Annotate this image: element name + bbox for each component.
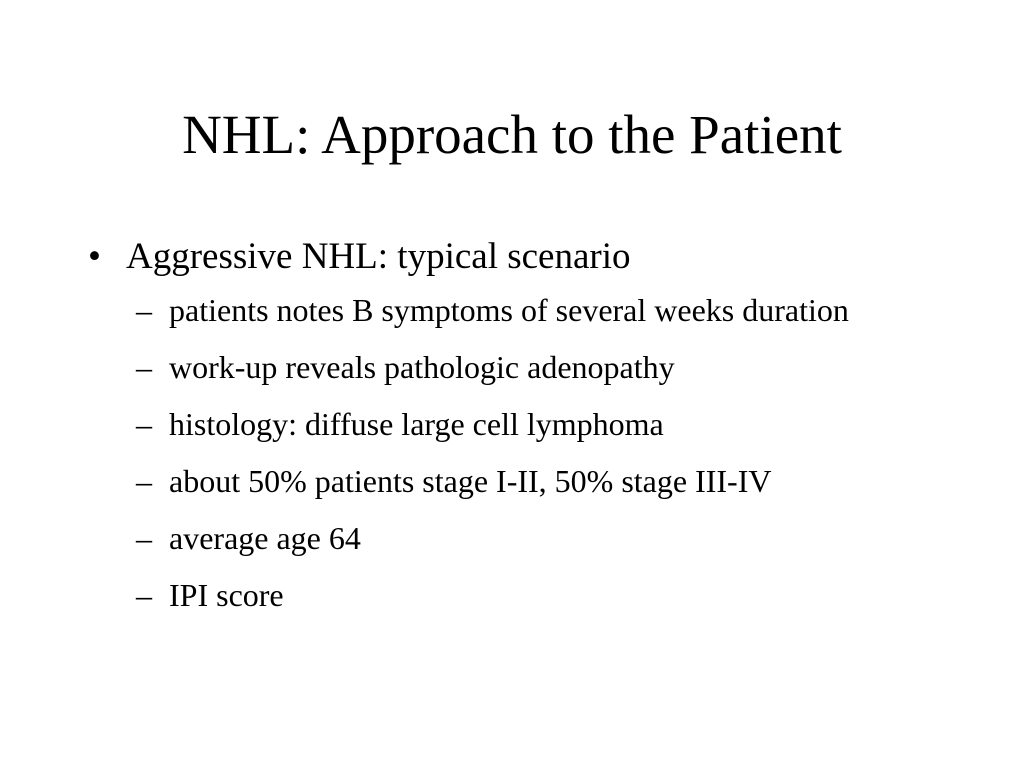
sub-bullet-marker: – (136, 349, 152, 385)
sub-bullet-marker: – (136, 406, 152, 442)
sub-bullet-marker: – (136, 520, 152, 556)
sub-bullet-item (136, 575, 909, 616)
bullet-marker: • (88, 236, 101, 277)
sub-bullet-text: patients notes B symptoms of several weeks duration (169, 292, 849, 328)
sub-bullet-marker: – (136, 463, 152, 499)
sub-bullet-text: about 50% patients stage I-II, 50% stage III-IV (169, 463, 772, 499)
bullet-text: Aggressive NHL: typical scenario (126, 236, 631, 277)
slide-title: NHL: Approach to the Patient (182, 104, 842, 165)
bullet-item (88, 234, 968, 616)
sub-bullet-marker: – (136, 292, 152, 328)
sub-bullet-item (136, 404, 909, 445)
sub-bullet-text: average age 64 (169, 520, 361, 556)
sub-bullet-item (136, 518, 909, 559)
sub-bullet-list (136, 290, 968, 616)
sub-bullet-item (136, 461, 909, 502)
sub-bullet-item (136, 290, 909, 331)
sub-bullet-marker: – (136, 577, 152, 613)
sub-bullet-item (136, 347, 909, 388)
sub-bullet-text: work-up reveals pathologic adenopathy (169, 349, 675, 385)
sub-bullet-text: histology: diffuse large cell lymphoma (169, 406, 664, 442)
sub-bullet-text: IPI score (169, 577, 284, 613)
bullet-list (88, 234, 968, 632)
